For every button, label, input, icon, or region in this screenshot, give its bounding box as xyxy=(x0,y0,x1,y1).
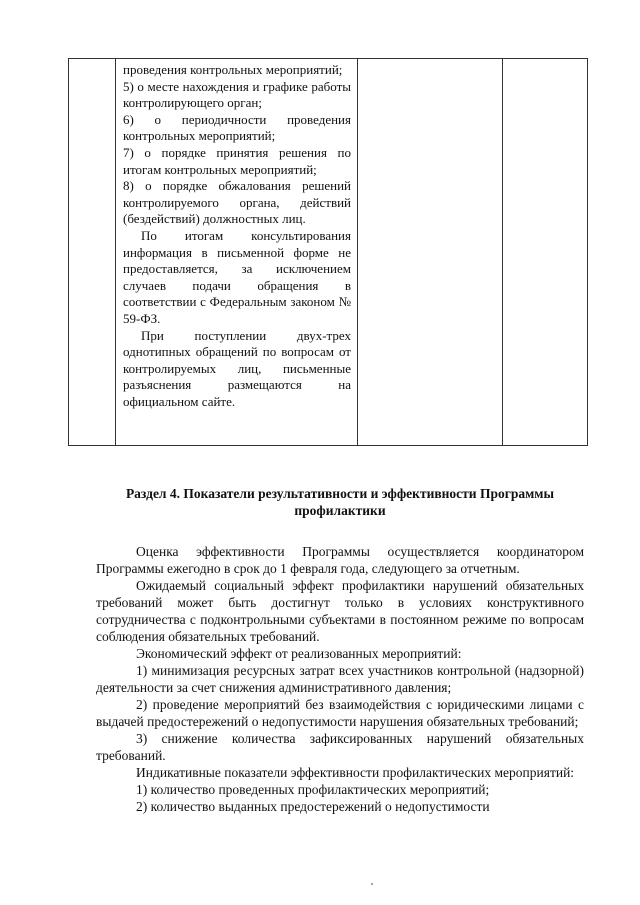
body-paragraph: Ожидаемый социальный эффект профилактики нарушений обязательных требований может быть достигнут только в условиях конструктивного сотрудничества с подконтрольными субъектами в постоянном режиме по вопросам соблюдения обязательных требований. xyxy=(96,578,584,644)
table-paragraph: 6) о периодичности проведения контрольных мероприятий; xyxy=(123,111,351,144)
body-paragraph: 1) минимизация ресурсных затрат всех участников контрольной (надзорной) деятельности за счет снижения административного давления; xyxy=(96,663,584,695)
body-paragraph: 2) проведение мероприятий без взаимодействия с юридическими лицами с выдачей предостережений о недопустимости нарушения обязательных требований; xyxy=(96,697,584,729)
body-paragraph: 1) количество проведенных профилактических мероприятий; xyxy=(136,782,490,797)
table-paragraph: При поступлении двух-трех однотипных обращений по вопросам от контролируемых лиц, письменные разъяснения размещаются на официальном сайте. xyxy=(123,327,351,409)
table-row xyxy=(69,59,588,446)
scan-artifact-dot xyxy=(371,883,373,885)
table-cell-empty xyxy=(503,59,588,446)
body-paragraph: Оценка эффективности Программы осуществляется координатором Программы ежегодно в срок до 1 февраля года, следующего за отчетным. xyxy=(96,544,584,576)
body-paragraph: Экономический эффект от реализованных мероприятий: xyxy=(136,646,462,661)
table-paragraph: 7) о порядке принятия решения по итогам контрольных мероприятий; xyxy=(123,144,351,177)
body-paragraph: 3) снижение количества зафиксированных нарушений обязательных требований. xyxy=(96,731,584,763)
section-body xyxy=(96,543,584,815)
table-cell-text xyxy=(116,59,357,410)
table-paragraph: проведения контрольных мероприятий; xyxy=(123,62,343,77)
section-heading: Раздел 4. Показатели результативности и эффективности Программы профилактики xyxy=(125,486,555,518)
table-cell-empty xyxy=(358,59,503,446)
table-paragraph: 8) о порядке обжалования решений контролируемого органа, действий (бездействий) должностных лиц. xyxy=(123,178,351,227)
table-paragraph: По итогам консультирования информация в письменной форме не предоставляется, за исключением случаев подачи обращения в соответствии с Федеральным законом № 59-ФЗ. xyxy=(123,227,351,326)
table-paragraph: 5) о месте нахождения и графике работы контролирующего орган; xyxy=(123,78,351,111)
table-cell-number xyxy=(69,59,116,446)
table-cell-content xyxy=(116,59,358,446)
program-table-fragment xyxy=(68,58,588,446)
body-paragraph: Индикативные показатели эффективности профилактических мероприятий: xyxy=(136,765,575,780)
body-paragraph: 2) количество выданных предостережений о недопустимости xyxy=(136,799,490,814)
